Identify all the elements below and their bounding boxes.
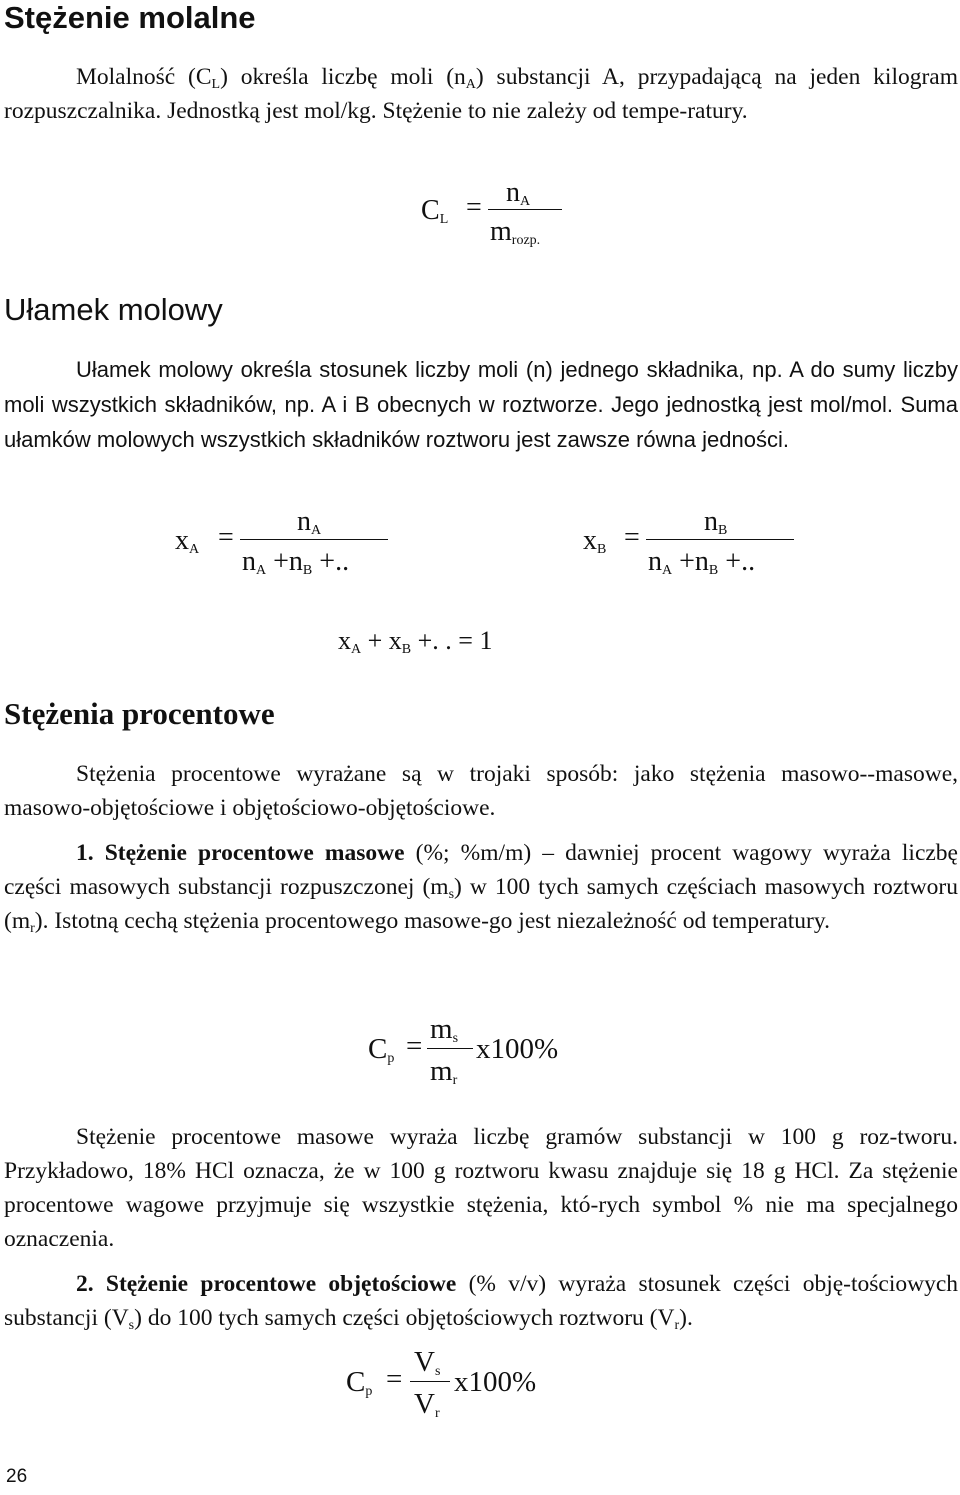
paragraph-mass-percent: 1. Stężenie procentowe masowe (%; %m/m) – dawniej procent wagowy wyraża liczbę części masowych substancji rozpuszczonej $(m_s)$ w 100 tych samych częściach masowych roztworu $(m_r)$. Istotną cechą stężenia procentowego masowe-go jest niezależność od temperatury. [4,840,959,936]
heading-molality: Stężenie molalne [4,0,256,35]
paragraph-mass-percent-example: Stężenie procentowe masowe wyraża liczbę gramów substancji w 100 g roz-tworu. Przykładowo, 18% HCl oznacza, że w 100 g roztworu kwasu znajduje się 18 g HCl. Za stężenie procentowe wagowe przyjmuje się wszystkie stężenia, któ-rych symbol % nie ma specjalnego oznaczenia. [4,1124,958,1252]
paragraph-percent-intro: Stężenia procentowe wyrażane są w trojaki sposób: jako stężenia masowo--masowe, masowo-objętościowe i objętościowo-objętościowe. [4,761,958,821]
document-page: Stężenie molalne Molalność $(C_L)$ określa liczbę moli $(n_A)$ substancji A, przypadającą na jeden kilogram rozpuszczalnika. Jednostką jest mol/kg. Stężenie to nie zależy od tempe-ratury. $C_L$ = $n_A$ $m_{rozp.}$ Ułamek molowy Ułamek molowy określa stosunek liczby moli (n) jednego składnika, np. A do sumy liczby moli wszystkich składników, np. A i B obecnych w roztworze. Jego jednostką jest mol/mol. Suma ułamków molowych wszystkich składników roztworu jest zawsze równa jedności. $x_A$ = $n_A$ $n_A +n_B$ +.. $x_B$ = $n_B$ $n_A +n_B$ +.. $x_A + x_B$ +. . = 1 Stężenia procentowe Stężenia procentowe wyrażane są w trojaki sposób: jako stężenia masowo--masowe, masowo-objętościowe i objętościowo-objętościowe. 1. Stężenie procentowe masowe (%; %m/m) – dawniej procent wagowy wyraża liczbę części masowych substancji rozpuszczonej $(m_s)$ w 100 tych samych częściach masowych roztworu $(m_r)$. Istotną cechą stężenia procentowego masowe-go jest niezależność od temperatury. $C_p$ = $m_s$ $m_r$ x100% Stężenie procentowe masowe wyraża liczbę gramów substancji w 100 g roz-tworu. Przykładowo, 18% HCl oznacza, że w 100 g roztworu kwasu znajduje się 18 g HCl. Za stężenie procentowe wagowe przyjmuje się wszystkie stężenia, któ-rych symbol % nie ma specjalnego oznaczenia. 2. Stężenie procentowe objętościowe (% v/v) wyraża stosunek części obję-tościowych substancji $(V_s)$ do 100 tych samych części objętościowych roztworu $(V_r)$. $C_p$ = $V_s$ $V_r$ x100% 26 [4,0,959,1487]
page-number: 26 [6,1466,28,1487]
paragraph-molality: Molalność $(C_L)$ określa liczbę moli $(n_A)$ substancji A, przypadającą na jeden kilogram rozpuszczalnika. Jednostką jest mol/kg. Stężenie to nie zależy od tempe-ratury. [4,64,959,124]
heading-mole-fraction: Ułamek molowy [4,292,223,327]
paragraph-mole-fraction: Ułamek molowy określa stosunek liczby moli (n) jednego składnika, np. A do sumy liczby moli wszystkich składników, np. A i B obecnych w roztworze. Jego jednostką jest mol/mol. Suma ułamków molowych wszystkich składników roztworu jest zawsze równa jedności. [4,357,958,452]
formula-mole-fraction-sum: $x_A + x_B$ +. . = 1 [338,626,493,657]
heading-percent-concentration: Stężenia procentowe [4,696,275,731]
paragraph-volume-percent: 2. Stężenie procentowe objętościowe (% v/v) wyraża stosunek części obję-tościowych substancji $(V_s)$ do 100 tych samych części objętościowych roztworu $(V_r)$. [4,1271,959,1333]
